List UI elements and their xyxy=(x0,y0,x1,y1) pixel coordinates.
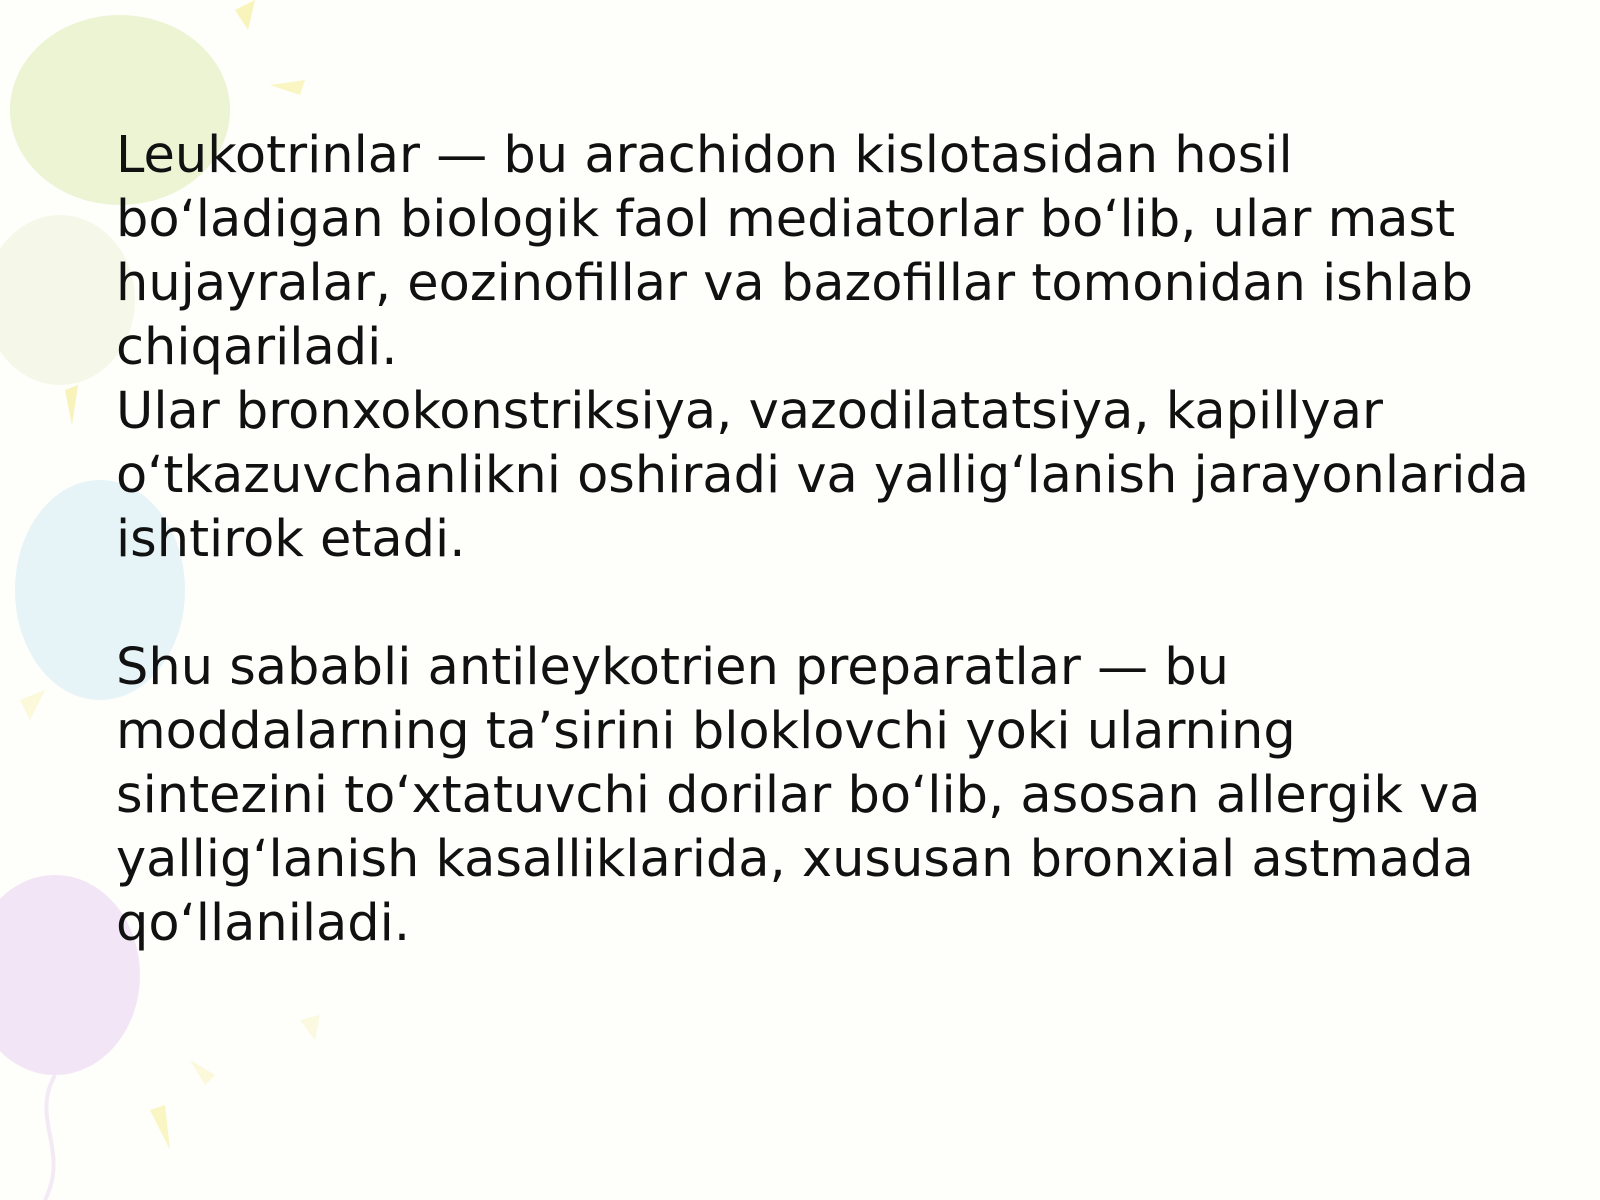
text-line: Shu sababli antileykotrien preparatlar — bu xyxy=(116,638,1229,697)
green-balloon-faint xyxy=(0,215,135,385)
slide-body-text xyxy=(116,124,1536,956)
confetti-piece xyxy=(20,690,45,720)
text-line: hujayralar, eozinofillar va bazofillar tomonidan ishlab xyxy=(116,254,1473,313)
text-line: sintezini to‘xtatuvchi dorilar bo‘lib, asosan allergik va xyxy=(116,766,1481,825)
balloon-string xyxy=(45,1075,55,1200)
text-line: moddalarning ta’sirini bloklovchi yoki ularning xyxy=(116,702,1296,761)
text-line: ishtirok etadi. xyxy=(116,510,466,569)
confetti-piece xyxy=(235,0,255,30)
text-line: qo‘llaniladi. xyxy=(116,894,411,953)
confetti-piece xyxy=(150,1105,170,1150)
text-line: Leukotrinlar — bu arachidon kislotasidan hosil xyxy=(116,126,1293,185)
confetti-piece xyxy=(300,1015,320,1040)
text-line: yallig‘lanish kasalliklarida, xususan bronxial astmada xyxy=(116,830,1474,889)
confetti-piece xyxy=(270,80,305,95)
text-line: chiqariladi. xyxy=(116,318,398,377)
paragraph-3 xyxy=(116,636,1536,956)
text-line: Ular bronxokonstriksiya, vazodilatatsiya, kapillyar xyxy=(116,382,1383,441)
paragraph-2 xyxy=(116,380,1536,572)
text-line: o‘tkazuvchanlikni oshiradi va yallig‘lanish jarayonlarida xyxy=(116,446,1530,505)
confetti-piece xyxy=(65,385,78,425)
text-line: bo‘ladigan biologik faol mediatorlar bo‘lib, ular mast xyxy=(116,190,1456,249)
confetti-piece xyxy=(190,1060,215,1085)
paragraph-1 xyxy=(116,124,1536,380)
